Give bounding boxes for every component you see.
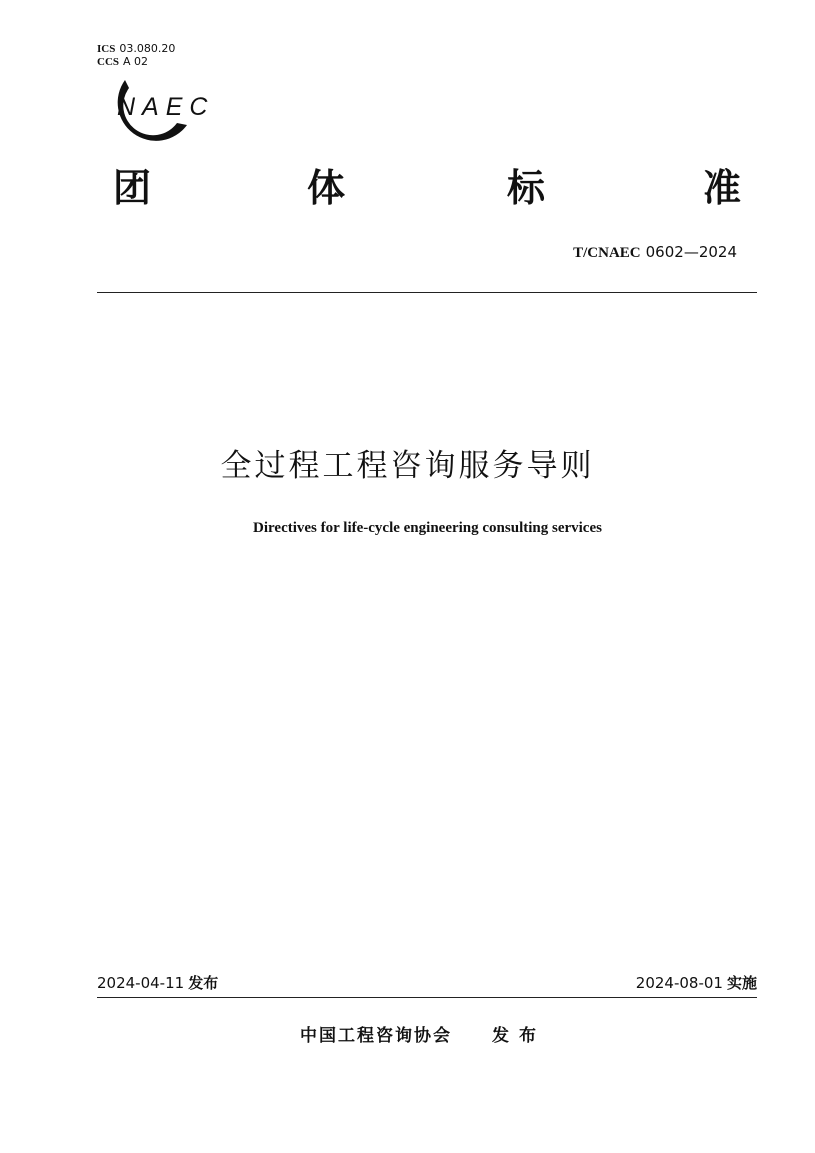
publisher-name: 中国工程咨询协会 (300, 1026, 452, 1046)
implement-date (636, 972, 757, 993)
standard-number-prefix: T/CNAEC (573, 245, 641, 261)
publisher-action: 发布 (492, 1026, 546, 1046)
ics-code (97, 42, 175, 56)
standard-type-char-1: 团 (113, 166, 152, 210)
implement-date-label: 实施 (726, 974, 757, 992)
publish-date-value: 2024-04-11 (97, 974, 185, 992)
bottom-divider (97, 997, 757, 998)
ccs-value: A 02 (123, 55, 149, 68)
english-title: Directives for life-cycle engineering consulting services (253, 520, 602, 536)
ics-value: 03.080.20 (119, 42, 176, 55)
ccs-code (97, 55, 148, 69)
chinese-title: 全过程工程咨询服务导则 (220, 448, 595, 484)
naec-logo (95, 76, 211, 150)
publish-date (97, 972, 218, 993)
ccs-label: CCS (97, 56, 120, 68)
top-divider (97, 292, 757, 293)
ics-label: ICS (97, 43, 116, 55)
standard-type-char-2: 体 (307, 166, 346, 210)
standard-type-char-4: 准 (703, 166, 742, 210)
publish-date-label: 发布 (188, 974, 219, 992)
logo-lettering: NAEC (117, 93, 211, 121)
standard-number (573, 243, 737, 262)
implement-date-value: 2024-08-01 (635, 974, 723, 992)
naec-logo-mark (95, 76, 211, 150)
standard-type-char-3: 标 (507, 166, 546, 210)
publisher-line (300, 1021, 546, 1046)
standard-number-value: 0602—2024 (645, 243, 737, 261)
